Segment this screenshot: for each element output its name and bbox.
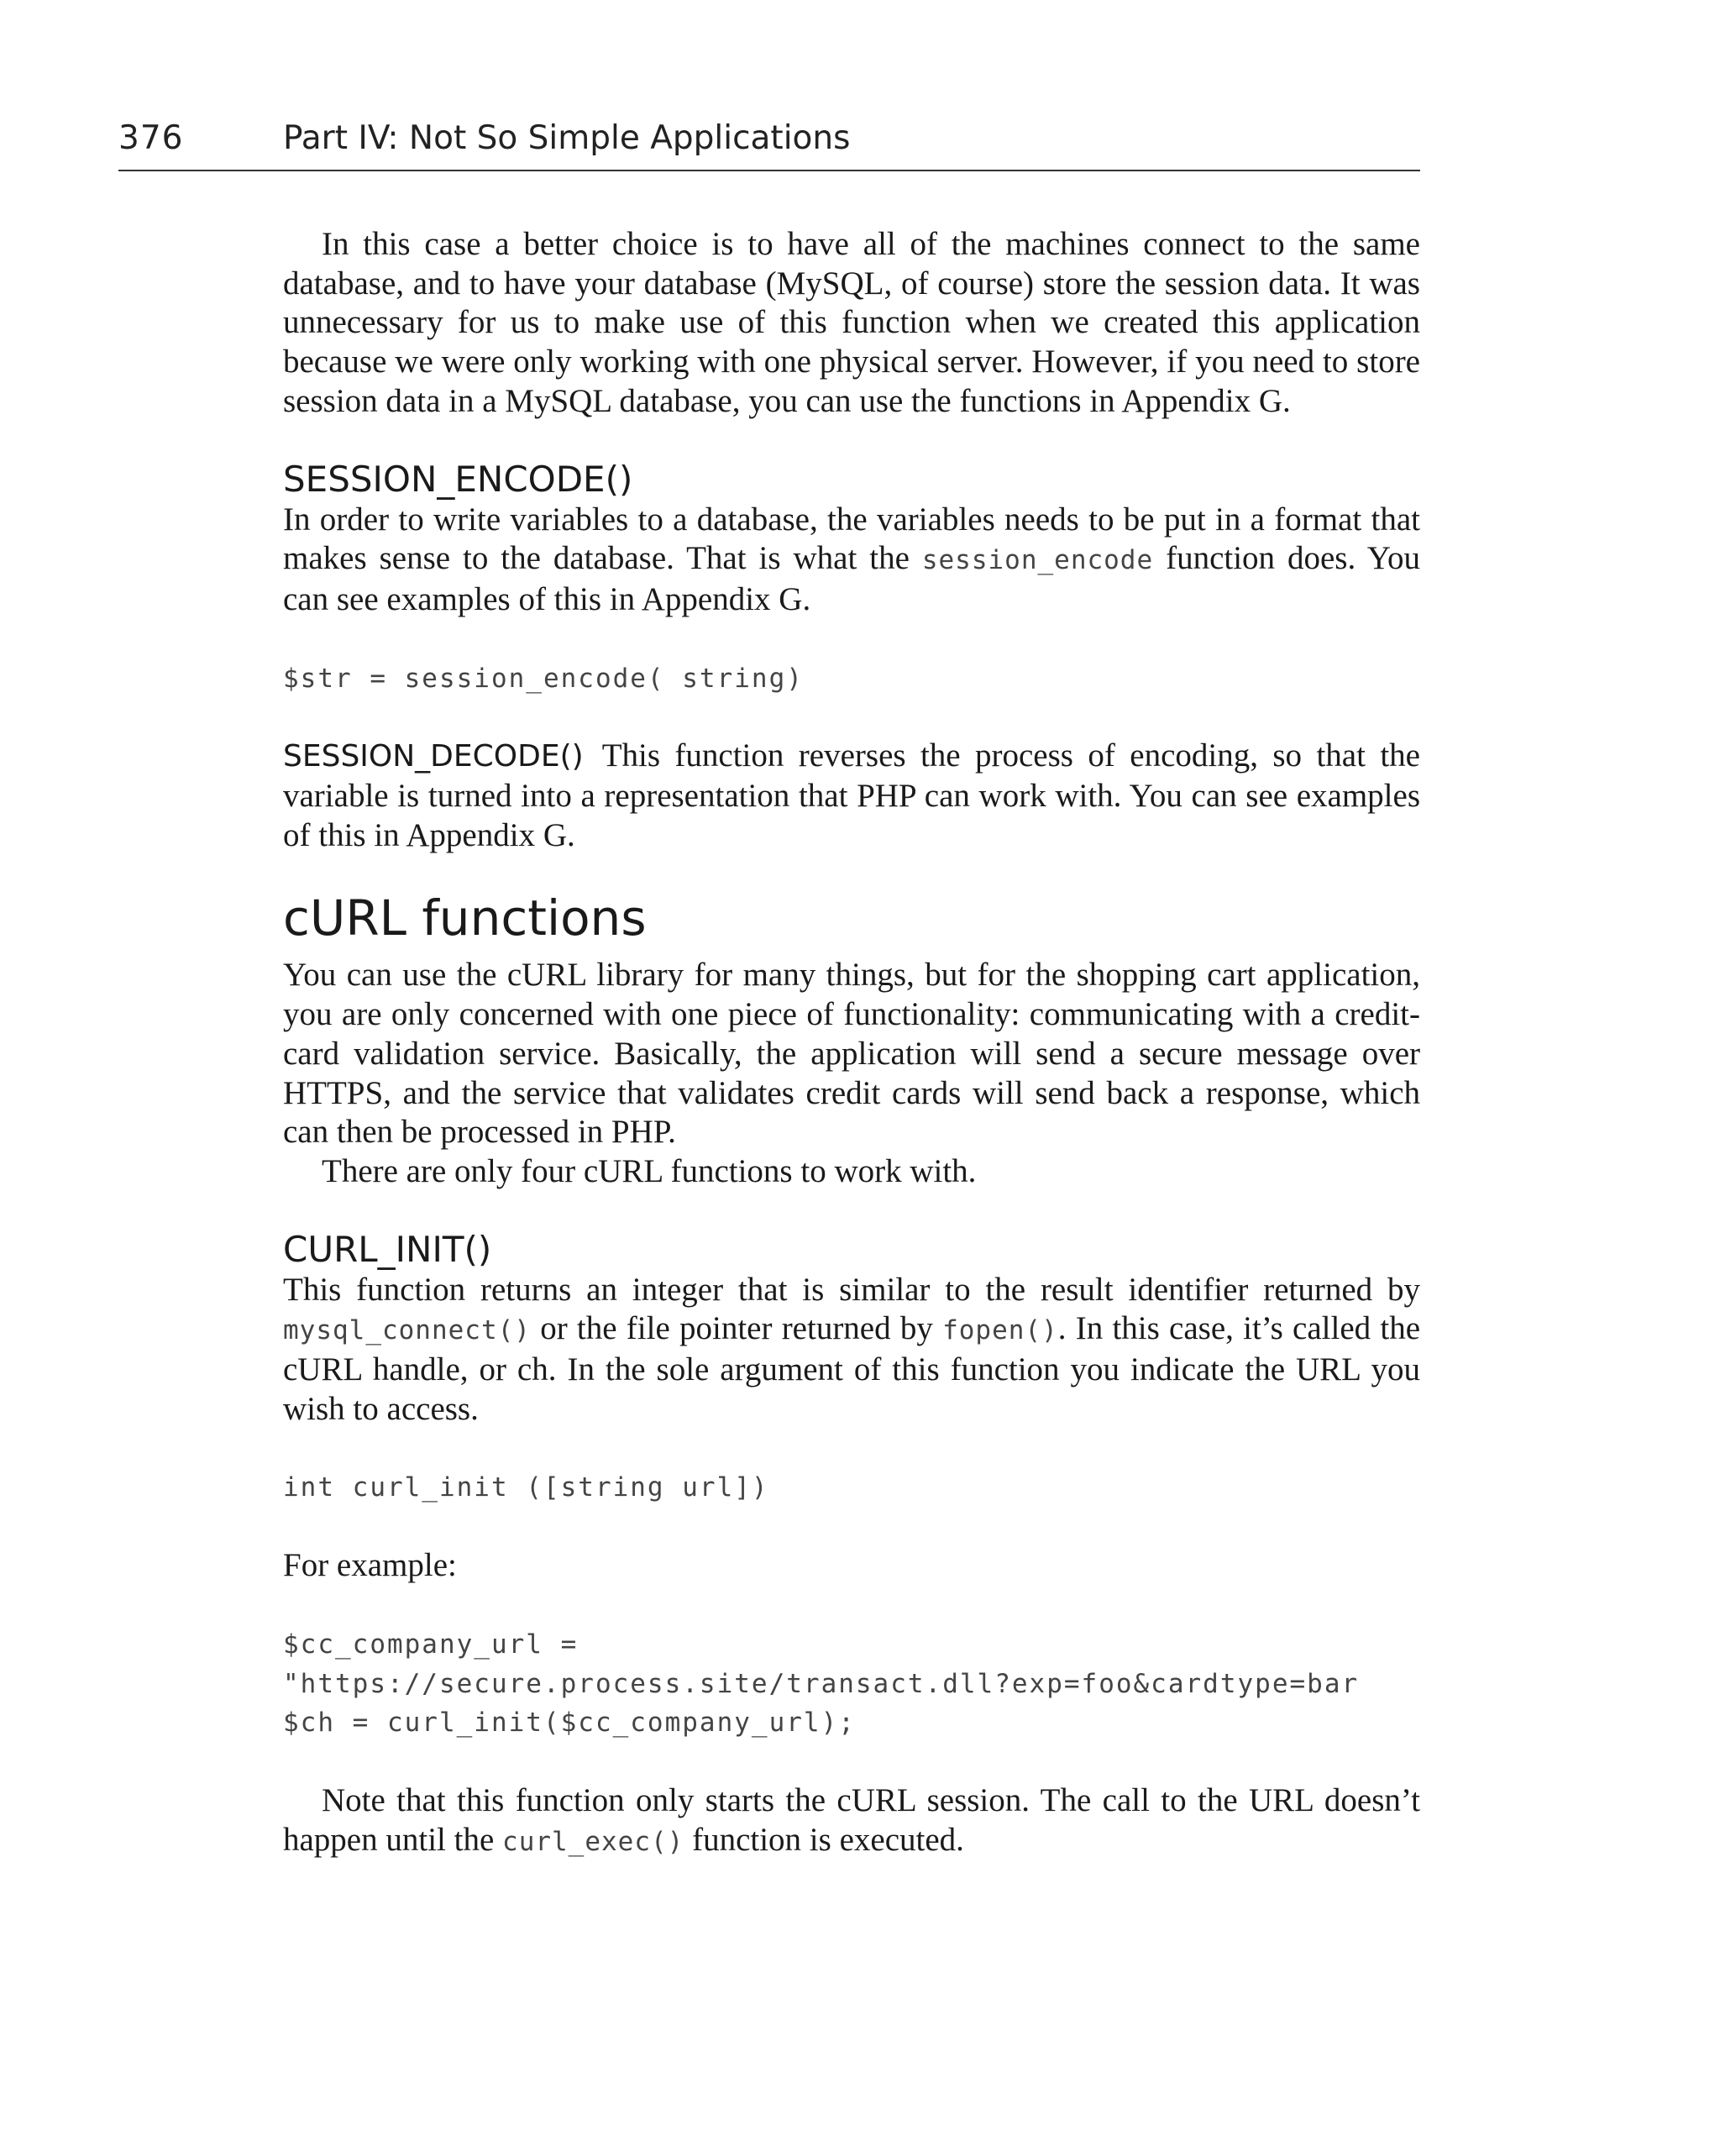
part-title: Part IV: Not So Simple Applications [283, 119, 851, 157]
curl-init-example-line: $cc_company_url = [283, 1629, 579, 1660]
curl-intro-paragraph: You can use the cURL library for many things, but for the shopping cart application, you are only concerned with one piece of functionality: communicating with a credit-card validation service. Basically, the application will send a secure message over HTTPS, and the service that validates credit cards will send back a response, which can then be processed in PHP. [283, 957, 1420, 1151]
session-encode-text-before: In order to write variables to a database, the variables needs to be put in a format that makes sense to the database. That is what the [283, 501, 1420, 577]
text-column [283, 225, 1420, 1861]
session-decode-heading: SESSION_DECODE() [283, 739, 584, 774]
session-encode-heading: SESSION_ENCODE() [283, 458, 633, 500]
mysql-connect-inline-code: mysql_connect() [283, 1315, 531, 1346]
session-encode-text-after: function does. You can see examples of this in Appendix G. [283, 540, 1420, 617]
session-encode-inline-code: session_encode [921, 545, 1154, 576]
curl-count-paragraph: There are only four cURL functions to work with. [322, 1152, 977, 1189]
curl-init-paragraph [283, 1271, 1420, 1429]
curl-init-note-text-1: Note that this function only starts the cURL session. The call to the URL doesn’t happen until the [283, 1781, 1420, 1858]
for-example-label: For example: [283, 1547, 457, 1584]
curl-init-note-text-2: function is executed. [684, 1821, 964, 1858]
curl-init-heading: CURL_INIT() [283, 1228, 492, 1270]
session-decode-paragraph [283, 737, 1420, 855]
curl-init-example-line: "https://secure.process.site/transact.dll?exp=foo&cardtype=bar [283, 1668, 1360, 1699]
curl-init-example-line: $ch = curl_init($cc_company_url); [283, 1707, 856, 1739]
curl-exec-inline-code: curl_exec() [502, 1826, 684, 1857]
curl-init-text-3: . In this case, it’s called the cURL handle, or ch. In the sole argument of this function you indicate the URL you wish to access. [283, 1310, 1421, 1427]
curl-init-signature: int curl_init ([string url]) [283, 1472, 769, 1503]
session-encode-example: $str = session_encode( string) [283, 663, 804, 694]
curl-init-text-1: This function returns an integer that is similar to the result identifier returned by [283, 1271, 1420, 1308]
intro-paragraph: In this case a better choice is to have all of the machines connect to the same database, and to have your database (MySQL, of course) store the session data. It was unnecessary for us to make use of this function when we created this application because we were only working with one physical server. However, if you need to store session data in a MySQL database, you can use the functions in Appendix G. [283, 226, 1420, 419]
curl-init-note [283, 1781, 1420, 1861]
session-decode-text: This function reverses the process of encoding, so that the variable is turned into a representation that PHP can work with. You can see examples of this in Appendix G. [283, 737, 1420, 853]
curl-init-text-2: or the file pointer returned by [530, 1310, 943, 1347]
running-header [118, 118, 1420, 171]
fopen-inline-code: fopen() [942, 1315, 1058, 1346]
curl-functions-heading: cURL functions [283, 889, 647, 947]
page-number: 376 [118, 119, 184, 157]
session-encode-paragraph [283, 501, 1420, 620]
